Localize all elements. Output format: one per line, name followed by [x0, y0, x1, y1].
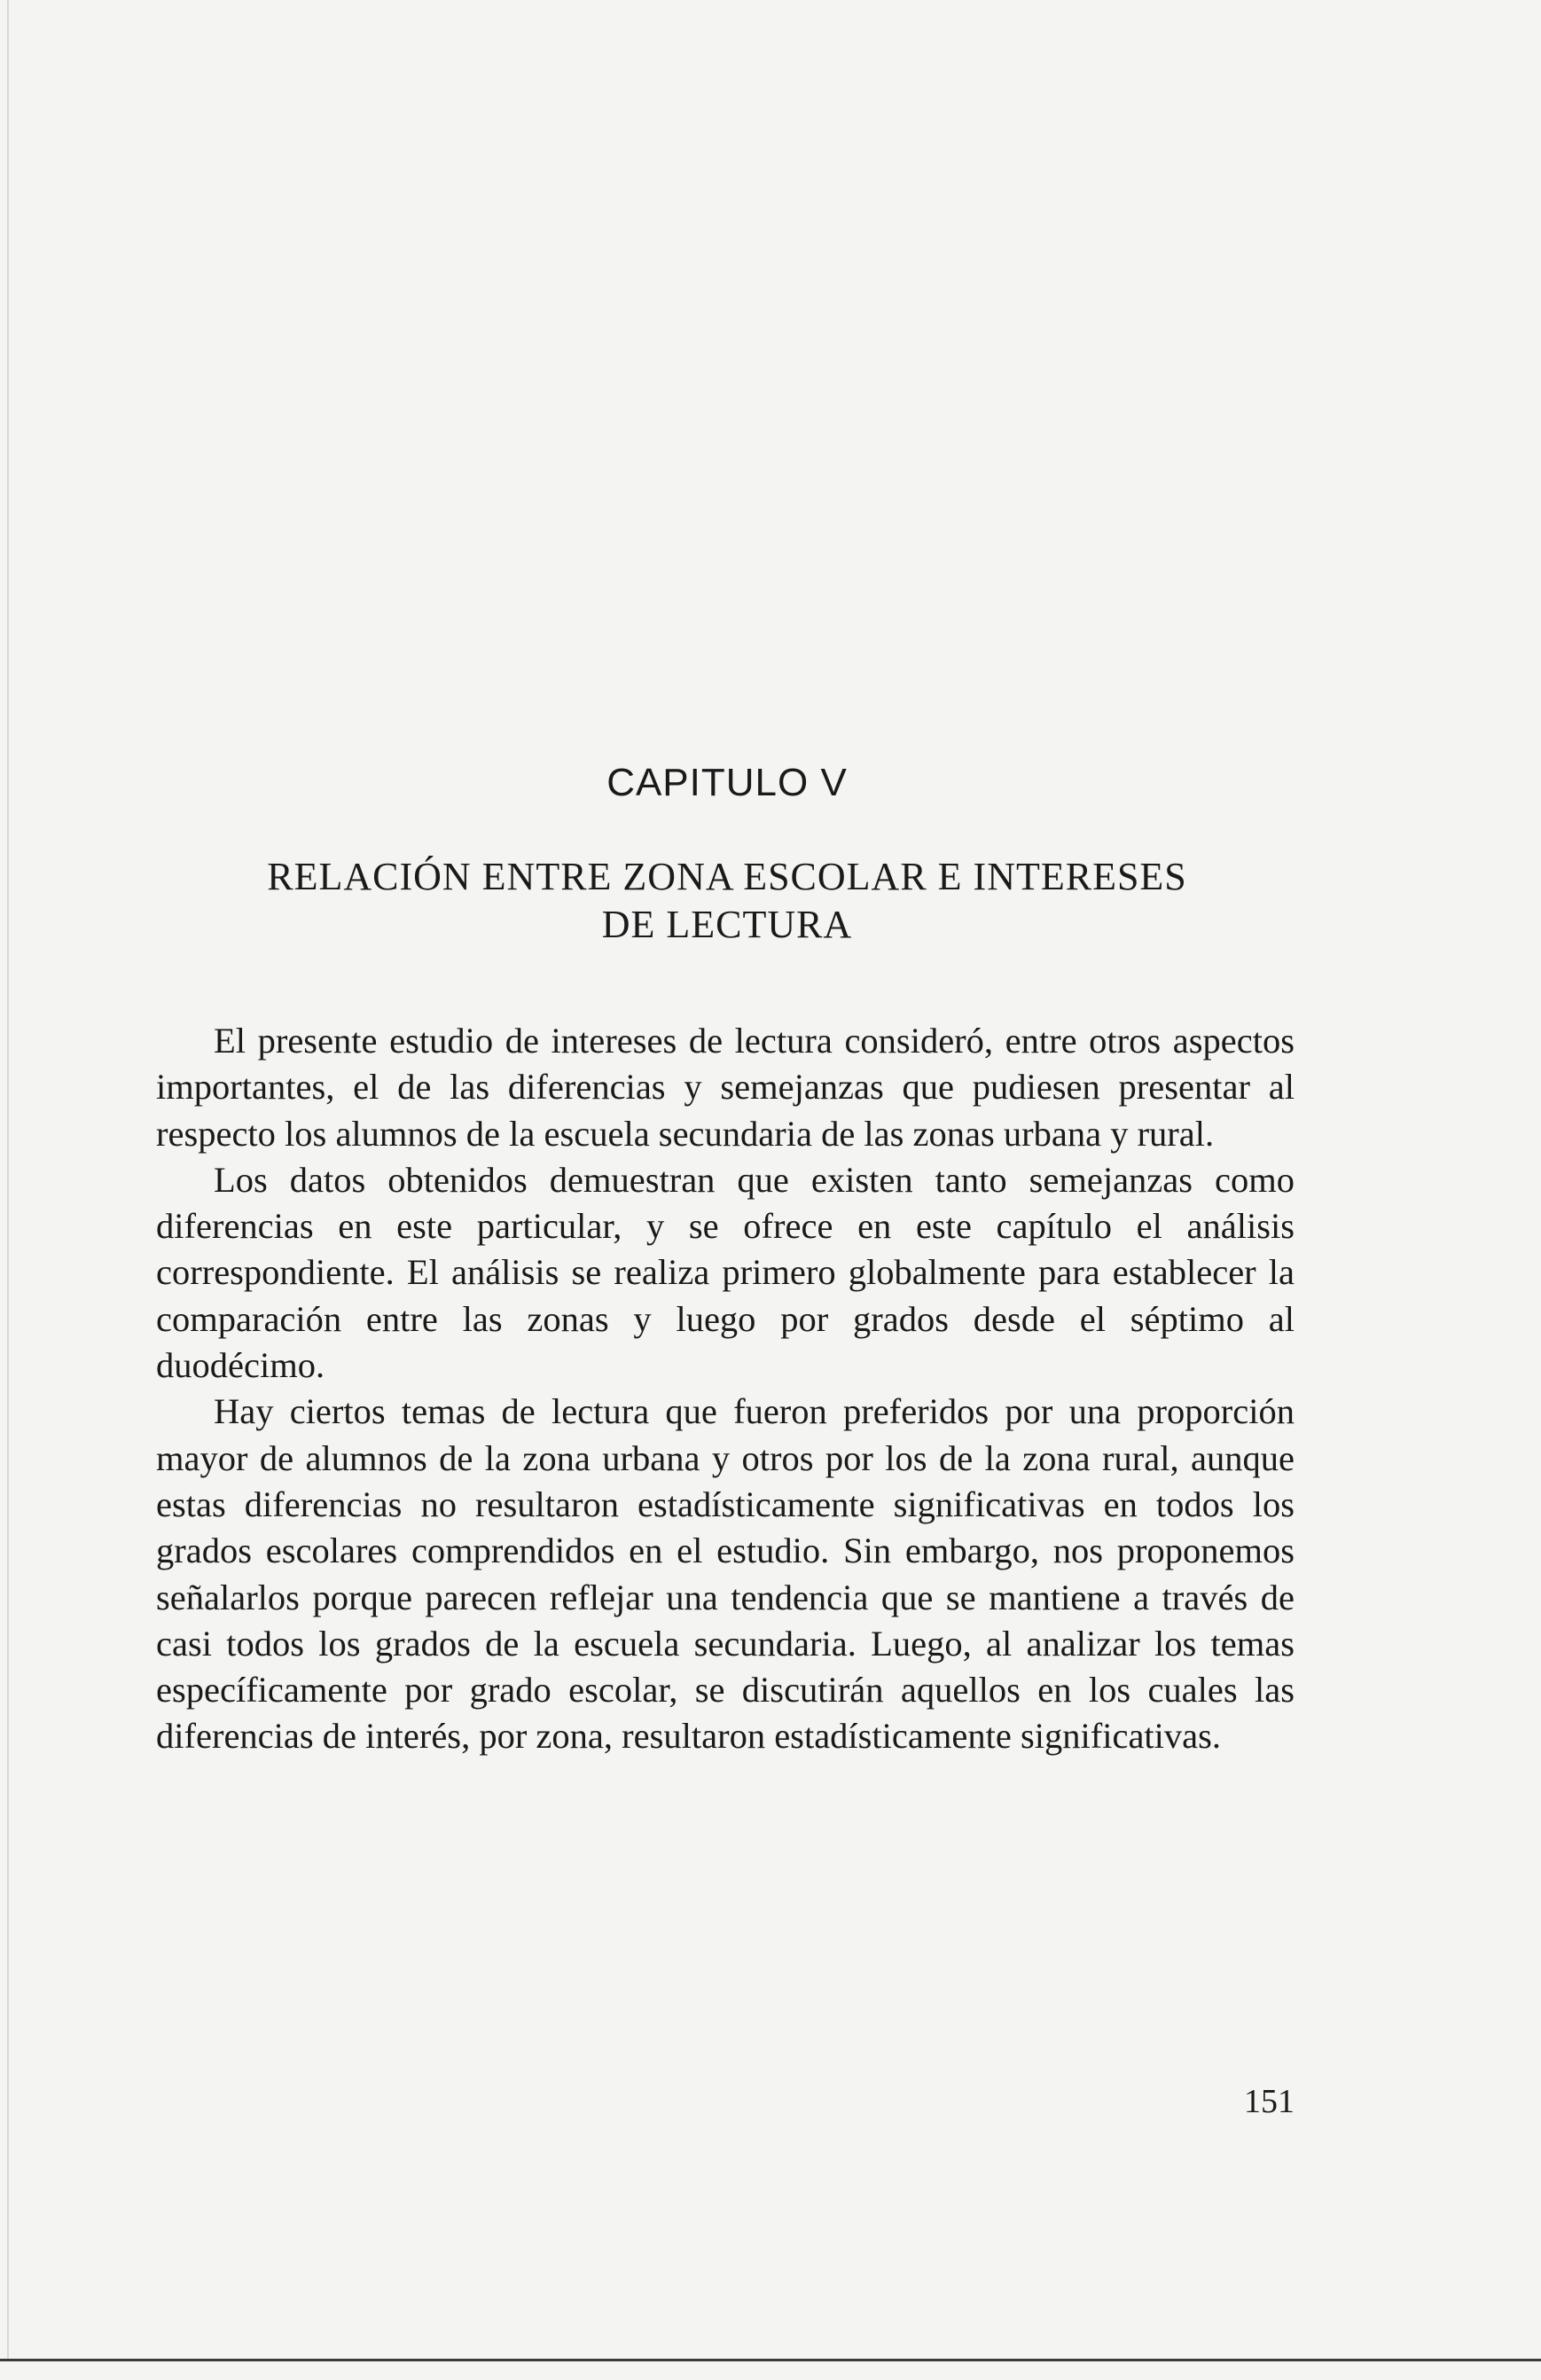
page-number: 151 [1244, 2083, 1295, 2120]
paragraph-3: Hay ciertos temas de lectura que fueron preferidos por una proporción mayor de alumnos de la zona urbana y otros por los de la zona rural, aunque estas diferencias no resultaron estadísticamente significativas en todos los grados escolares comprendidos en el estudio. Sin embargo, nos proponemos señalarlos porque parecen reflejar una tendencia que se mantiene a través de casi todos los grados de la escuela secundaria. Luego, al analizar los temas específicamente por grado escolar, se discutirán aquellos en los cuales las diferencias de interés, por zona, resultaron estadísticamente significativas. [156, 1391, 1295, 1757]
page-left-edge [7, 0, 9, 2359]
paragraph-2: Los datos obtenidos demuestran que existen tanto semejanzas como diferencias en este particular, y se ofrece en este capítulo el análisis correspondiente. El análisis se realiza primero globalmente para establecer la comparación entre las zonas y luego por grados desde el séptimo al duodécimo. [156, 1159, 1295, 1386]
chapter-label: CAPITULO V [606, 761, 848, 804]
paragraph-1: El presente estudio de intereses de lectura consideró, entre otros aspectos importantes, el de las diferencias y semejanzas que pudiesen presentar al respecto los alumnos de la escuela secundaria de las zonas urbana y rural. [156, 1021, 1295, 1154]
chapter-title-line-1: RELACIÓN ENTRE ZONA ESCOLAR E INTERESES [267, 855, 1187, 898]
chapter-title-line-2: DE LECTURA [601, 903, 853, 946]
body-text [156, 1018, 1295, 1760]
page-bottom-edge [0, 2359, 1541, 2361]
chapter-title [151, 853, 1303, 949]
